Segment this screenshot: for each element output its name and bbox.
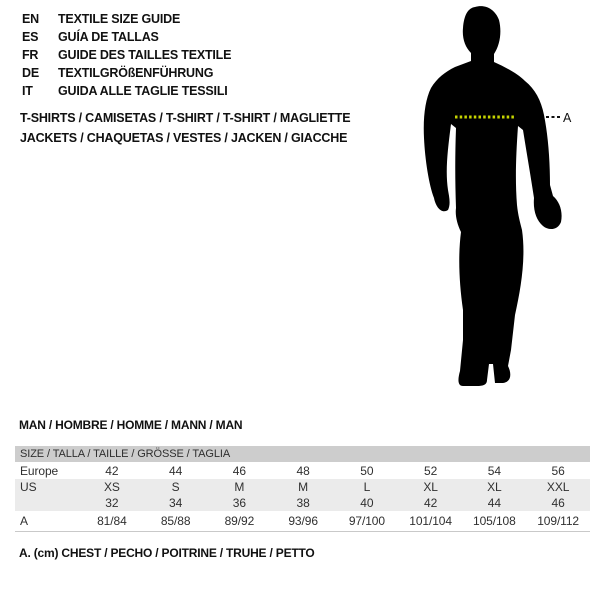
language-row [22, 64, 231, 82]
table-row-us-numeric [15, 495, 590, 511]
measurement-label-a: A [563, 111, 572, 125]
language-code: ES [22, 30, 39, 44]
table-row-us [15, 479, 590, 495]
language-label: TEXTILE SIZE GUIDE [58, 12, 181, 26]
size-cell: S [171, 480, 180, 494]
size-cell: XS [103, 480, 120, 494]
size-cell: XL [423, 480, 438, 494]
language-code: FR [22, 48, 39, 62]
size-cell: 46 [232, 463, 246, 478]
size-cell: 36 [232, 496, 246, 510]
language-row [22, 28, 231, 46]
size-cell: L [363, 480, 371, 494]
man-silhouette-svg [415, 0, 580, 392]
size-table [15, 446, 590, 532]
size-cell: M [298, 480, 309, 494]
size-cell: 40 [360, 496, 374, 510]
size-cell: 93/96 [288, 514, 318, 528]
language-row [22, 10, 231, 28]
size-cell: 44 [169, 463, 183, 478]
category-tshirts: T-SHIRTS / CAMISETAS / T-SHIRT / T-SHIRT / MAGLIETTE [20, 111, 351, 125]
size-cell: 38 [296, 496, 310, 510]
language-code: EN [22, 12, 39, 26]
size-cell: 56 [551, 463, 565, 478]
size-cell: XXL [546, 480, 570, 494]
size-cell: M [234, 480, 245, 494]
size-table-header: SIZE / TALLA / TAILLE / GRÖSSE / TAGLIA [15, 446, 590, 462]
row-label: US [20, 480, 37, 494]
size-cell: 85/88 [160, 514, 191, 528]
size-cell: 42 [105, 463, 119, 478]
table-row-europe [15, 462, 590, 479]
size-cell: 54 [487, 463, 501, 478]
size-cell: 48 [296, 463, 310, 478]
man-silhouette-figure [415, 0, 580, 392]
size-cell: 81/84 [97, 514, 127, 528]
language-row [22, 82, 231, 100]
row-label: A [20, 514, 28, 528]
category-lines [20, 108, 350, 148]
size-cell: 89/92 [224, 514, 255, 528]
language-row [22, 46, 231, 64]
size-cell: XL [487, 480, 502, 494]
size-cell: 34 [169, 496, 183, 510]
category-jackets: JACKETS / CHAQUETAS / VESTES / JACKEN / GIACCHE [20, 131, 348, 145]
language-label: GUIDA ALLE TAGLIE TESSILI [58, 84, 228, 98]
language-label: GUIDE DES TAILLES TEXTILE [58, 48, 232, 62]
table-row-chest-cm [15, 511, 590, 531]
section-title-man: MAN / HOMBRE / HOMME / MANN / MAN [19, 418, 243, 432]
size-cell: 32 [105, 496, 119, 510]
language-code: DE [22, 66, 39, 80]
man-silhouette [424, 6, 562, 386]
measurement-footnote: A. (cm) CHEST / PECHO / POITRINE / TRUHE / PETTO [19, 546, 315, 560]
row-label: Europe [20, 463, 59, 478]
language-label: TEXTILGRÖßENFÜHRUNG [58, 66, 214, 80]
size-cell: 97/100 [348, 514, 385, 528]
size-cell: 50 [360, 463, 374, 478]
size-cell: 46 [551, 496, 565, 510]
language-list [22, 10, 231, 100]
size-cell: 105/108 [473, 514, 516, 528]
size-cell: 109/112 [537, 514, 580, 528]
size-cell: 101/104 [409, 514, 452, 528]
size-cell: 52 [424, 463, 438, 478]
size-cell: 42 [424, 496, 438, 510]
language-code: IT [22, 84, 33, 98]
language-label: GUÍA DE TALLAS [58, 30, 159, 44]
size-cell: 44 [487, 496, 501, 510]
